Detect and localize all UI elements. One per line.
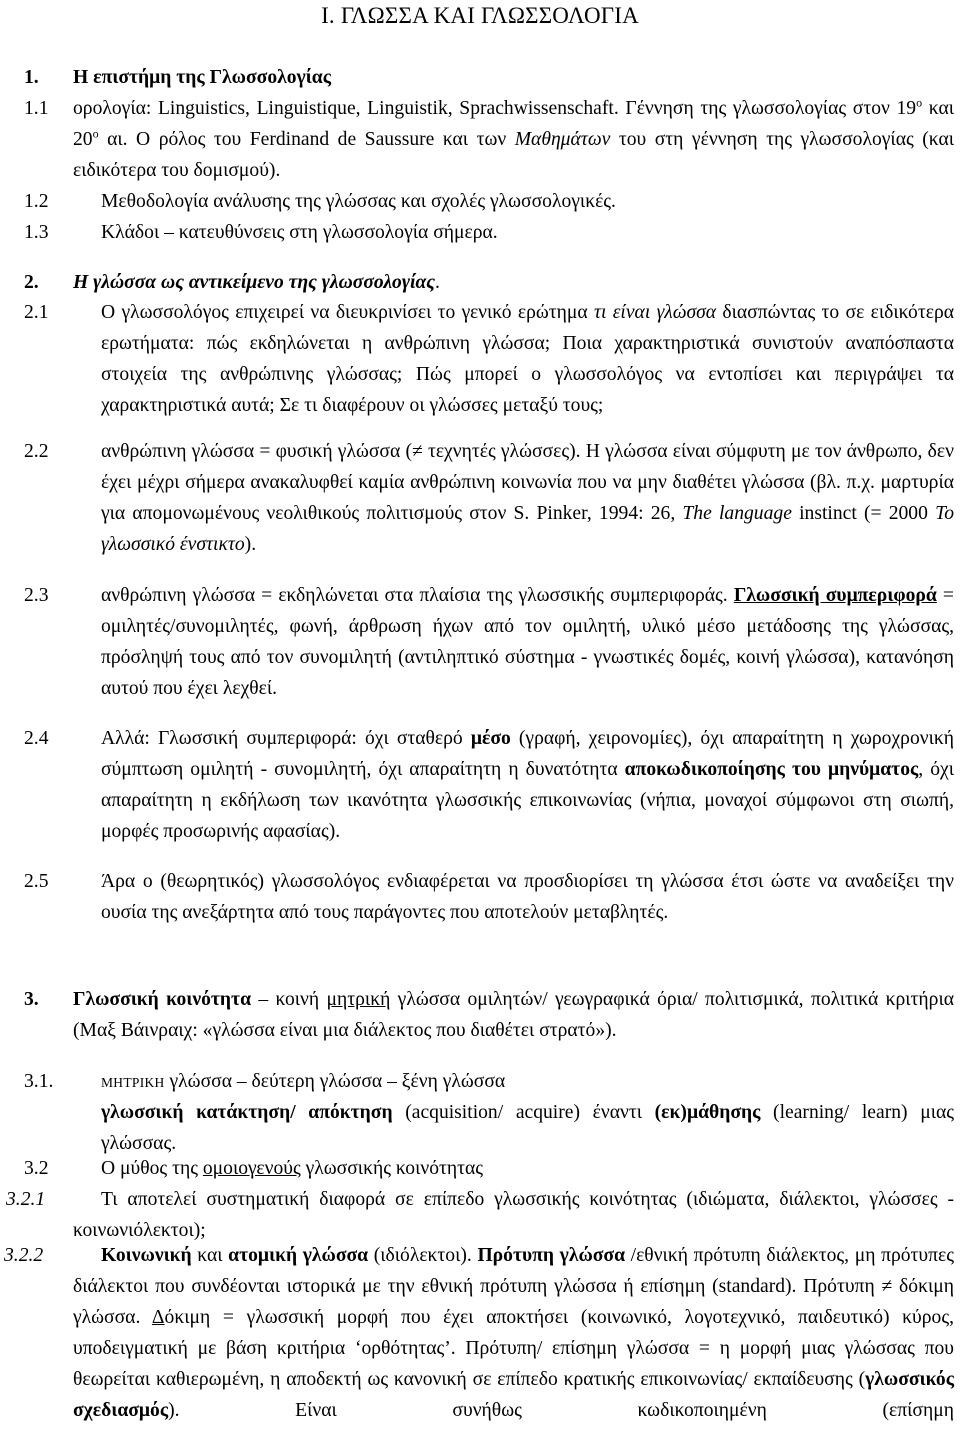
item-number: 3.1. xyxy=(24,1071,54,1092)
item-text: ανθρώπινη γλώσσα = φυσική γλώσσα (≠ τεχνητές γλώσσες). Η γλώσσα είναι σύμφυτη με τον άνθρωπο, δεν έχει μέχρι σήμερα ανακαλυφθεί καμία ανθρώπινη κοινωνία που να μην διαθέτει γλώσσα (βλ. π.χ. μαρτυρία για απομονωμένους νεολιθικούς πολιτισμούς στον S. Pinker, 1994: 26, The language instinct (= 2000 Το γλωσσικό ένστικτο). xyxy=(101,441,954,555)
item-number: 2.2 xyxy=(24,441,49,462)
item-text: Άρα ο (θεωρητικός) γλωσσολόγος ενδιαφέρεται να προσδιορίσει τη γλώσσα έτσι ώστε να αναδείξει την ουσία της ανεξάρτητα από τους παράγοντες που αποτελούν μεταβλητές. xyxy=(101,871,954,923)
section-title: Η γλώσσα ως αντικείμενο της γλωσσολογίας. xyxy=(73,272,440,293)
section-number: 3. xyxy=(24,989,39,1010)
item-text: ανθρώπινη γλώσσα = εκδηλώνεται στα πλαίσια της γλωσσικής συμπεριφοράς. Γλωσσική συμπεριφορά = ομιλητές/συνομιλητές, φωνή, άρθρωση ήχων από τον ομιλητή, υλικό μέσο μετάδοσης της γλώσσας, πρόσληψή τους από τον συνομιλητή (αντιληπτικό σύστημα - γνωστικές δομές, κοινή γλώσσα), κατανόηση αυτού που έχει λεχθεί. xyxy=(101,585,954,699)
item-text: Μεθοδολογία ανάλυσης της γλώσσας και σχολές γλωσσολογικές. xyxy=(101,191,616,212)
item-text: Τι αποτελεί συστηματική διαφορά σε επίπεδο γλωσσικής κοινότητας (ιδιώματα, διάλεκτοι, γλώσσες - κοινωνιόλεκτοι); xyxy=(73,1189,954,1241)
item-number: 2.5 xyxy=(24,871,49,892)
item-text: ΜΗΤΡΙΚΗ γλώσσα – δεύτερη γλώσσα – ξένη γλώσσα xyxy=(101,1071,506,1092)
item-number: 3.2 xyxy=(24,1158,49,1179)
section-number: 2. xyxy=(24,272,39,293)
document-title: I. ΓΛΩΣΣΑ ΚΑΙ ΓΛΩΣΣΟΛΟΓΙΑ xyxy=(321,3,639,28)
item-text: Αλλά: Γλωσσική συμπεριφορά: όχι σταθερό μέσο (γραφή, χειρονομίες), όχι απαραίτητη η χωροχρονική σύμπτωση ομιλητή - συνομιλητή, όχι απαραίτητη η δυνατότητα αποκωδικοποίησης του μηνύματος, όχι απαραίτητη η εκδήλωση των ικανότητα γλωσσικής επικοινωνίας (νήπια, μοναχοί σύμφωνοι στη σιωπή, μορφές προσωρινής αφασίας). xyxy=(101,728,954,842)
item-number: 1.1 xyxy=(24,98,49,119)
item-number: 1.2 xyxy=(24,191,49,212)
item-text: Ο μύθος της ομοιογενούς γλωσσικής κοινότητας xyxy=(101,1158,484,1179)
item-number: 2.3 xyxy=(24,585,49,606)
item-text: Κλάδοι – κατευθύνσεις στη γλωσσολογία σήμερα. xyxy=(101,222,498,243)
section-number: 1. xyxy=(24,67,39,88)
item-number: 3.2.1 xyxy=(6,1189,46,1210)
item-number: 2.4 xyxy=(24,728,49,749)
item-number: 2.1 xyxy=(24,302,49,323)
item-text: ορολογία: Linguistics, Linguistique, Linguistik, Sprachwissenschaft. Γέννηση της γλωσσολογίας στον $19^o$ και $20^o$ αι. Ο ρόλος του Ferdinand de Saussure και των Μαθημάτων του στη γέννηση της γλωσσολογίας (και ειδικότερα του δομισμού). xyxy=(73,95,954,181)
section-title: Η επιστήμη της Γλωσσολογίας xyxy=(73,67,331,88)
item-number: 3.2.2 xyxy=(4,1245,44,1266)
item-text: γλωσσική κατάκτηση/ απόκτηση (acquisition/ acquire) έναντι (εκ)μάθησης (learning/ learn) μιας γλώσσας. xyxy=(101,1102,954,1154)
section-text: Γλωσσική κοινότητα – κοινή μητρική γλώσσα ομιλητών/ γεωγραφικά όρια/ πολιτισμικά, πολιτικά κριτήρια (Μαξ Βάινραιχ: «γλώσσα είναι μια διάλεκτος που διαθέτει στρατό»). xyxy=(73,989,954,1041)
item-number: 1.3 xyxy=(24,222,49,243)
item-text: Ο γλωσσολόγος επιχειρεί να διευκρινίσει το γενικό ερώτημα τι είναι γλώσσα διασπώντας το σε ειδικότερα ερωτήματα: πώς εκδηλώνεται η ανθρώπινη γλώσσα; Ποια χαρακτηριστικά συνιστούν αναπόσπαστα στοιχεία της ανθρώπινης γλώσσας; Πώς μπορεί ο γλωσσολόγος να εντοπίσει και περιγράψει τα χαρακτηριστικά αυτά; Σε τι διαφέρουν οι γλώσσες μεταξύ τους; xyxy=(101,302,954,416)
item-text: Κοινωνική και ατομική γλώσσα (ιδιόλεκτοι). Πρότυπη γλώσσα /εθνική πρότυπη διάλεκτος, μη πρότυπες διάλεκτοι που συνδέονται ιστορικά με την εθνική πρότυπη γλώσσα ή επίσημη (standard). Πρότυπη ≠ δόκιμη γλώσσα. Δόκιμη = γλωσσική μορφή που έχει αποκτήσει (κοινωνικό, λογοτεχνικό, παιδευτικό) κύρος, υποδειγματική με βάση κριτήρια ‘ορθότητας’. Πρότυπη/ επίσημη γλώσσα = η μορφή μιας γλώσσας που θεωρείται καθιερωμένη, η αποδεκτή ως κανονική σε επίπεδο κρατικής επικοινωνίας/ εκπαίδευσης (γλωσσικός σχεδιασμός). Είναι συνήθως κωδικοποιημένη (επίσημη xyxy=(73,1245,954,1421)
